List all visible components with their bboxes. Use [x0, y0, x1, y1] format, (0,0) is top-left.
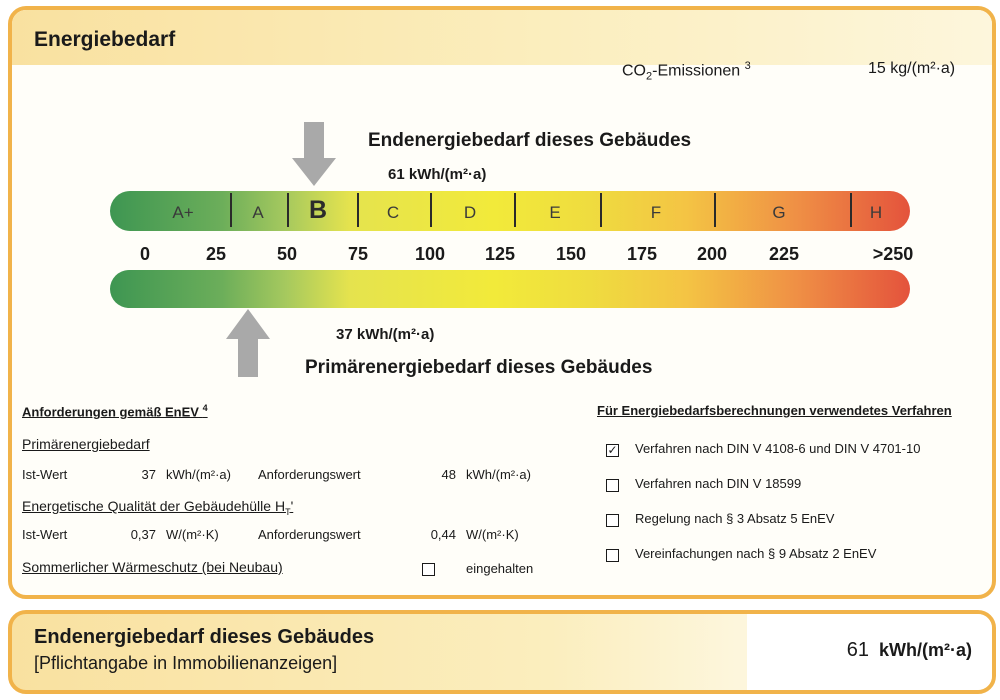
- panel-header: [12, 10, 992, 65]
- class-label-e: E: [549, 203, 561, 222]
- class-divider: [357, 193, 359, 227]
- summer-protection-label: Sommerlicher Wärmeschutz (bei Neubau): [22, 559, 283, 575]
- class-divider: [430, 193, 432, 227]
- class-divider: [850, 193, 852, 227]
- summer-protection-check-label: eingehalten: [466, 561, 534, 576]
- primary-energy-title: Primärenergiebedarf dieses Gebäudes: [305, 357, 653, 378]
- scale-tick-label: 225: [768, 244, 800, 264]
- scale-tick-label: 200: [696, 244, 728, 264]
- class-label-d: D: [463, 203, 477, 222]
- envelope-ist-label: Ist-Wert: [22, 527, 68, 542]
- bottom-value-box: [747, 614, 992, 690]
- class-label-h: H: [869, 203, 883, 222]
- primary-energy-arrow-icon: [226, 309, 270, 377]
- primary-energy-value: 37 kWh/(m²·a): [336, 326, 435, 343]
- class-divider: [514, 193, 516, 227]
- primary-energy-scale-bar: [110, 270, 910, 308]
- co2-emissions-label: $CO_2$-Emissionen $^3$: [622, 60, 751, 83]
- primary-req-value: 48: [441, 467, 456, 482]
- method-checkbox[interactable]: ✓: [607, 443, 618, 457]
- primary-ist-unit: kWh/(m²·a): [166, 467, 231, 482]
- end-energy-value: 61 kWh/(m²·a): [388, 166, 487, 183]
- primary-req-label: Anforderungswert: [258, 467, 361, 482]
- method-label: Vereinfachungen nach § 9 Absatz 2 EnEV: [635, 546, 877, 561]
- primary-demand-label: Primärenergiebedarf: [22, 436, 150, 452]
- class-label-a: A: [252, 203, 264, 222]
- envelope-ist-unit: W/(m²·K): [166, 527, 219, 542]
- primary-ist-label: Ist-Wert: [22, 467, 68, 482]
- scale-tick-label: 50: [276, 244, 298, 264]
- end-energy-arrow-icon: [292, 122, 336, 186]
- class-divider: [230, 193, 232, 227]
- class-divider: [600, 193, 602, 227]
- class-label-g: G: [772, 203, 786, 222]
- co2-emissions-value: 15 kg/(m²·a): [868, 60, 956, 77]
- class-label-c: C: [386, 203, 400, 222]
- summer-protection-checkbox[interactable]: [422, 563, 435, 576]
- method-label: Verfahren nach DIN V 18599: [635, 476, 802, 491]
- envelope-ist-value: 0,37: [130, 527, 156, 542]
- envelope-quality-label: Energetische Qualität der Gebäudehülle $H_T'$: [22, 498, 294, 517]
- class-label-f: F: [650, 203, 662, 222]
- envelope-req-value: 0,44: [430, 527, 456, 542]
- scale-tick-label: 75: [347, 244, 369, 264]
- bottom-title: Endenergiebedarf dieses Gebäudes: [34, 626, 375, 648]
- mandatory-info-panel: [8, 610, 996, 694]
- class-label-aplus: A+: [172, 203, 194, 222]
- scale-tick-label: 125: [484, 244, 516, 264]
- envelope-req-label: Anforderungswert: [258, 527, 361, 542]
- scale-tick-label: 0: [139, 244, 150, 264]
- class-divider: [287, 193, 289, 227]
- primary-ist-value: 37: [141, 467, 156, 482]
- method-checkbox[interactable]: [606, 479, 619, 492]
- class-label-b: B: [308, 196, 328, 224]
- scale-tick-label: 25: [205, 244, 227, 264]
- envelope-req-unit: W/(m²·K): [466, 527, 519, 542]
- requirements-heading: Anforderungen gemäß EnEV $^4$: [22, 403, 208, 420]
- scale-tick-label: 150: [555, 244, 587, 264]
- method-label: Verfahren nach DIN V 4108-6 und DIN V 4701-10: [635, 441, 921, 456]
- bottom-subtitle: [Pflichtangabe in Immobilienanzeigen]: [34, 653, 338, 673]
- bottom-value: 61 kWh/(m²·a): [846, 639, 972, 661]
- method-checkbox[interactable]: [606, 514, 619, 527]
- method-checkbox[interactable]: [606, 549, 619, 562]
- panel-title: Energiebedarf: [34, 28, 176, 51]
- methods-heading: Für Energiebedarfsberechnungen verwendetes Verfahren: [597, 403, 952, 418]
- scale-tick-label: >250: [872, 244, 914, 264]
- class-divider: [714, 193, 716, 227]
- scale-tick-label: 100: [414, 244, 446, 264]
- end-energy-title: Endenergiebedarf dieses Gebäudes: [368, 130, 692, 151]
- primary-req-unit: kWh/(m²·a): [466, 467, 531, 482]
- scale-tick-label: 175: [626, 244, 658, 264]
- method-label: Regelung nach § 3 Absatz 5 EnEV: [635, 511, 835, 526]
